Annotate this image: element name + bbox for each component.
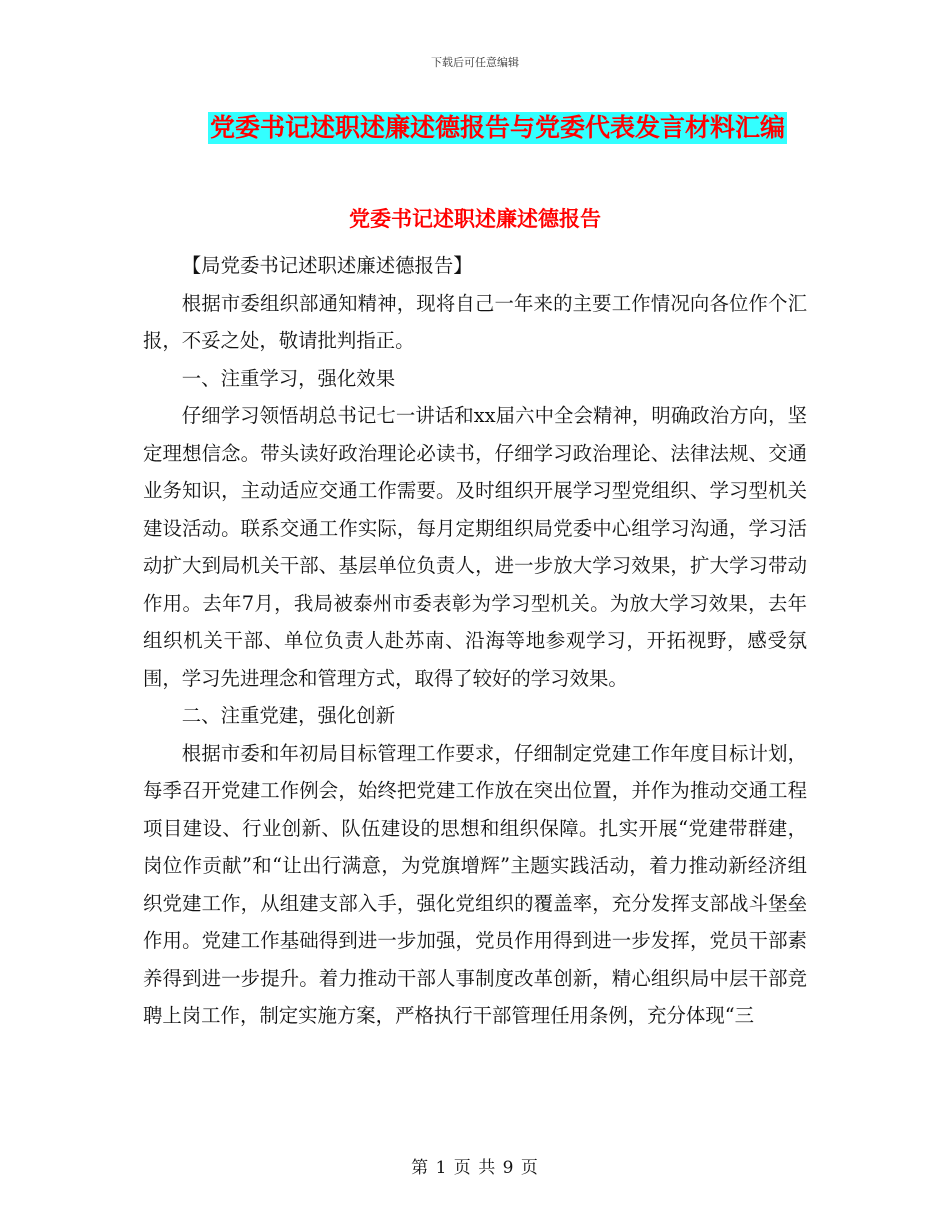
section-heading: 二、注重党建，强化创新 — [181, 704, 396, 727]
document-main-title: 党委书记述职述廉述德报告与党委代表发言材料汇编 — [209, 113, 785, 142]
document-sub-title: 党委书记述职述廉述德报告 — [349, 207, 601, 231]
body-paragraph: 【局党委书记述职述廉述德报告】 — [181, 254, 473, 277]
body-paragraph: 根据市委和年初局目标管理工作要求，仔细制定党建工作年度目标计划，每季召开党建工作例会，始终把党建工作放在突出位置，并作为推动交通工程项目建设、行业创新、队伍建设的思想和组织保障。扎实开展“党建带群建，岗位作贡献”和“让出行满意，为党旗增辉”主题实践活动，着力推动新经济组织党建工作，从组建支部入手，强化党组织的覆盖率，充分发挥支部战斗堡垒作用。党建工作基础得到进一步加强，党员作用得到进一步发挥，党员干部素养得到进一步提升。着力推动干部人事制度改革创新，精心组织局中层干部竞聘上岗工作，制定实施方案，严格执行干部管理任用条例，充分体现“三 — [143, 741, 807, 1027]
section-heading: 一、注重学习，强化效果 — [181, 366, 396, 390]
page-header-note: 下载后可任意编辑 — [431, 56, 519, 69]
page-number-footer: 第 1 页 共 9 页 — [411, 1158, 539, 1178]
main-title-container — [0, 112, 950, 144]
body-paragraph: 根据市委组织部通知精神，现将自己一年来的主要工作情况向各位作个汇报，不妥之处，敬请批判指正。 — [143, 291, 807, 352]
document-body — [143, 247, 807, 1035]
body-paragraph: 仔细学习领悟胡总书记七一讲话和xx届六中全会精神，明确政治方向，坚定理想信念。带头读好政治理论必读书，仔细学习政治理论、法律法规、交通业务知识，主动适应交通工作需要。及时组织开展学习型党组织、学习型机关建设活动。联系交通工作实际，每月定期组织局党委中心组学习沟通，学习活动扩大到局机关干部、基层单位负责人，进一步放大学习效果，扩大学习带动作用。去年7月，我局被泰州市委表彰为学习型机关。为放大学习效果，去年组织机关干部、单位负责人赴苏南、沿海等地参观学习，开拓视野，感受氛围，学习先进理念和管理方式，取得了较好的学习效果。 — [143, 404, 807, 690]
